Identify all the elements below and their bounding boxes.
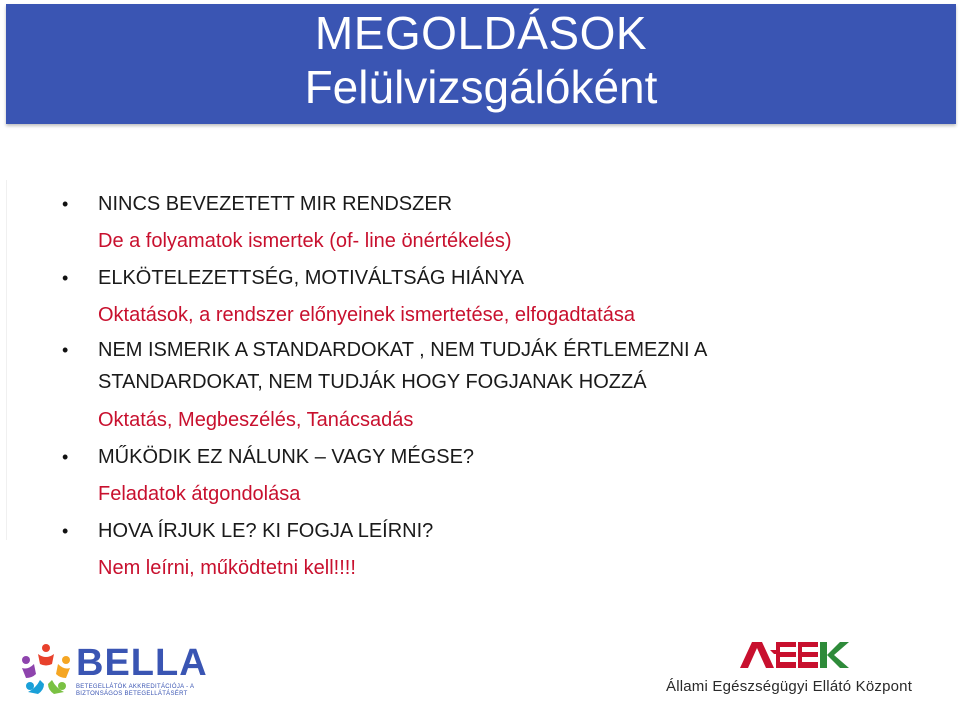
- bullet-marker: •: [62, 194, 69, 214]
- sub-item-text: Feladatok átgondolása: [98, 483, 301, 505]
- aeek-logo: [660, 640, 940, 700]
- bullet-text: ELKÖTELEZETTSÉG, MOTIVÁLTSÁG HIÁNYA: [98, 267, 525, 289]
- sub-item-text: De a folyamatok ismertek (of- line önértékelés): [98, 230, 512, 252]
- bullet-text: MŰKÖDIK EZ NÁLUNK – VAGY MÉGSE?: [98, 446, 475, 468]
- bullet-item: [62, 260, 942, 297]
- sub-item: [62, 297, 942, 334]
- sub-item-text: Oktatás, Megbeszélés, Tanácsadás: [98, 409, 414, 431]
- bullet-text: NINCS BEVEZETETT MIR RENDSZER: [98, 193, 453, 215]
- title-line-2: Felülvizsgálóként: [304, 61, 658, 113]
- bullet-marker: •: [62, 521, 69, 541]
- bella-wordmark: BELLA: [76, 642, 208, 684]
- bullet-item: [62, 186, 942, 223]
- bullet-marker: •: [62, 447, 69, 467]
- sub-item: [62, 402, 942, 439]
- bullet-marker: •: [62, 340, 69, 360]
- sub-item: [62, 476, 942, 513]
- bullet-item: [62, 513, 942, 550]
- sub-item-text: Nem leírni, működtetni kell!!!!: [98, 557, 356, 579]
- bullet-text: NEM ISMERIK A STANDARDOKAT , NEM TUDJÁK ÉRTLEMEZNI A STANDARDOKAT, NEM TUDJÁK HOGY FOGJANAK HOZZÁ: [98, 339, 707, 393]
- aeek-mark-icon: [740, 640, 850, 670]
- bullet-item: [62, 439, 942, 476]
- bullet-item: [62, 334, 942, 402]
- title-line-1: MEGOLDÁSOK: [314, 7, 648, 59]
- sub-item-text: Oktatások, a rendszer előnyeinek ismertetése, elfogadtatása: [98, 304, 635, 326]
- bullet-text: HOVA ÍRJUK LE? KI FOGJA LEÍRNI?: [98, 520, 434, 542]
- aeek-name: Állami Egészségügyi Ellátó Központ: [666, 678, 913, 695]
- slide-title: [6, 4, 956, 124]
- bullet-marker: •: [62, 268, 69, 288]
- sub-item: [62, 550, 942, 587]
- bullet-list: [62, 186, 942, 587]
- sub-item: [62, 223, 942, 260]
- bella-logo: [18, 640, 208, 696]
- bella-people-icon: [18, 640, 74, 696]
- bella-subtitle: BETEGELLÁTÓK AKKREDITÁCIÓJA - A BIZTONSÁGOS BETEGELLÁTÁSÉRT: [76, 684, 195, 697]
